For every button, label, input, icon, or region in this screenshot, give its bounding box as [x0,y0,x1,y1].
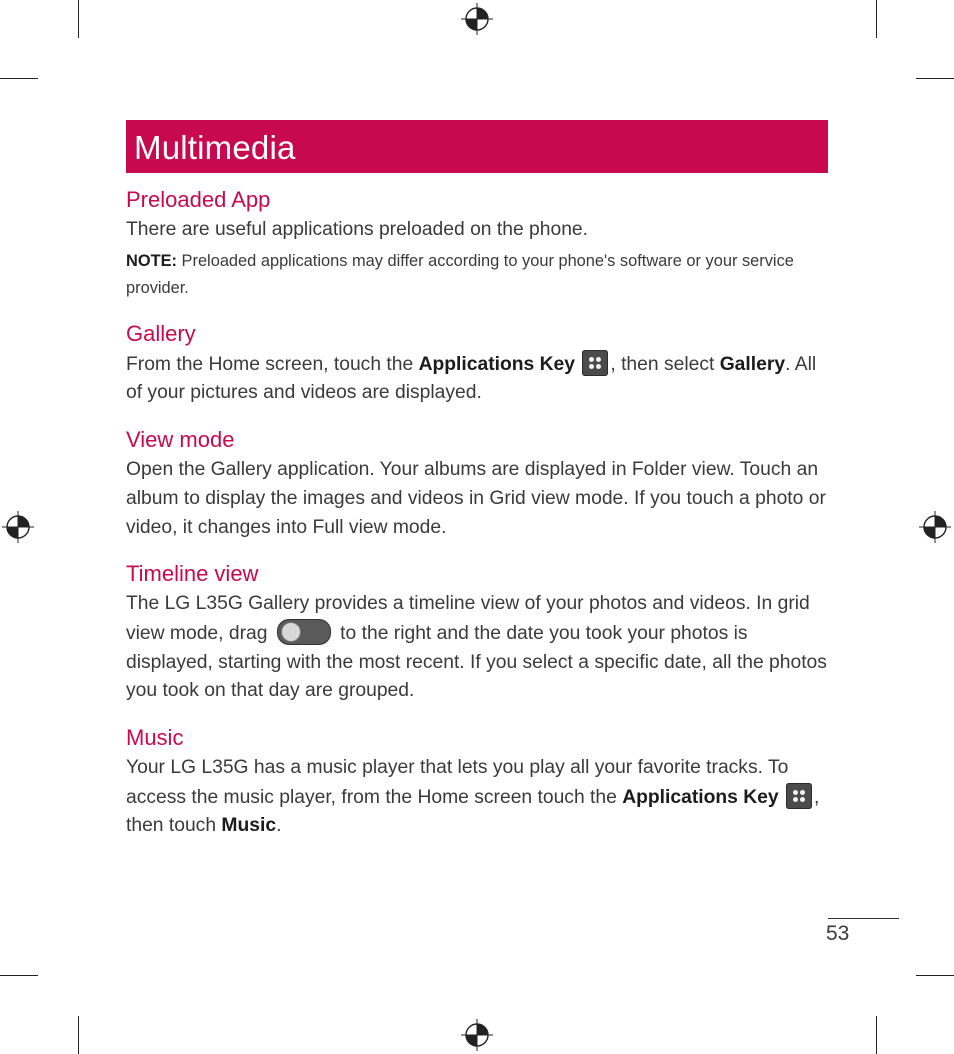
section-body [126,754,830,841]
crosshair-icon [461,1019,493,1051]
applications-key-label: Applications Key [418,353,575,375]
section-heading: View mode [126,427,235,453]
section-heading: Timeline view [126,561,259,587]
text-run: to the right and the date you took your photos is displayed, starting with the most recent. If you select a specific date, all the photos you took on that day are grouped. [126,622,827,702]
title-banner [126,120,828,173]
text-run: , then select [610,353,720,375]
section-heading: Preloaded App [126,187,271,212]
crop-mark [916,78,954,79]
page-content [126,184,830,841]
crop-mark [876,0,877,38]
crop-mark [916,975,954,976]
text-run: The LG L35G Gallery provides a timeline view of your photos and videos. In grid view mode, drag [126,593,810,644]
crosshair-icon [2,511,34,543]
music-label: Music [221,815,277,837]
text-run: , then touch [126,786,820,837]
section-gallery [126,318,830,408]
page-title: Multimedia [134,129,296,166]
page-number: 53 [826,922,850,945]
note-text: Preloaded applications may differ according to your phone's software or your service provider. [126,251,794,297]
toggle-switch-icon [277,619,331,645]
crop-mark [78,0,79,38]
apps-grid-icon [786,783,812,809]
section-music [126,722,830,841]
apps-grid-icon [582,350,608,376]
crosshair-icon [461,3,493,35]
note-paragraph [126,248,830,302]
page-number-rule [828,918,899,919]
section-body [126,350,830,408]
note-label: NOTE: [126,251,177,270]
text-run: . [276,815,282,837]
crop-mark [876,1016,877,1054]
applications-key-label: Applications Key [622,786,779,808]
section-view-mode [126,424,830,542]
section-body: There are useful applications preloaded on the phone. [126,219,589,240]
crosshair-icon [919,511,951,543]
section-preloaded-app [126,184,830,302]
crop-mark [0,975,38,976]
section-body [126,590,830,706]
crop-mark [0,78,38,79]
crop-mark [78,1016,79,1054]
section-body: Open the Gallery application. Your albums are displayed in Folder view. Touch an album to display the images and videos in Grid view mode. If you touch a photo or video, it changes into Full view mode. [126,459,826,538]
section-heading: Music [126,725,184,751]
gallery-label: Gallery [719,353,786,375]
section-heading: Gallery [126,320,196,346]
text-run: . All of your pictures and videos are displayed. [126,353,817,404]
text-run: Your LG L35G has a music player that lets you play all your favorite tracks. To access the music player, from the Home screen touch the [126,757,789,808]
text-run: From the Home screen, touch the [126,353,419,375]
section-timeline-view [126,558,830,706]
